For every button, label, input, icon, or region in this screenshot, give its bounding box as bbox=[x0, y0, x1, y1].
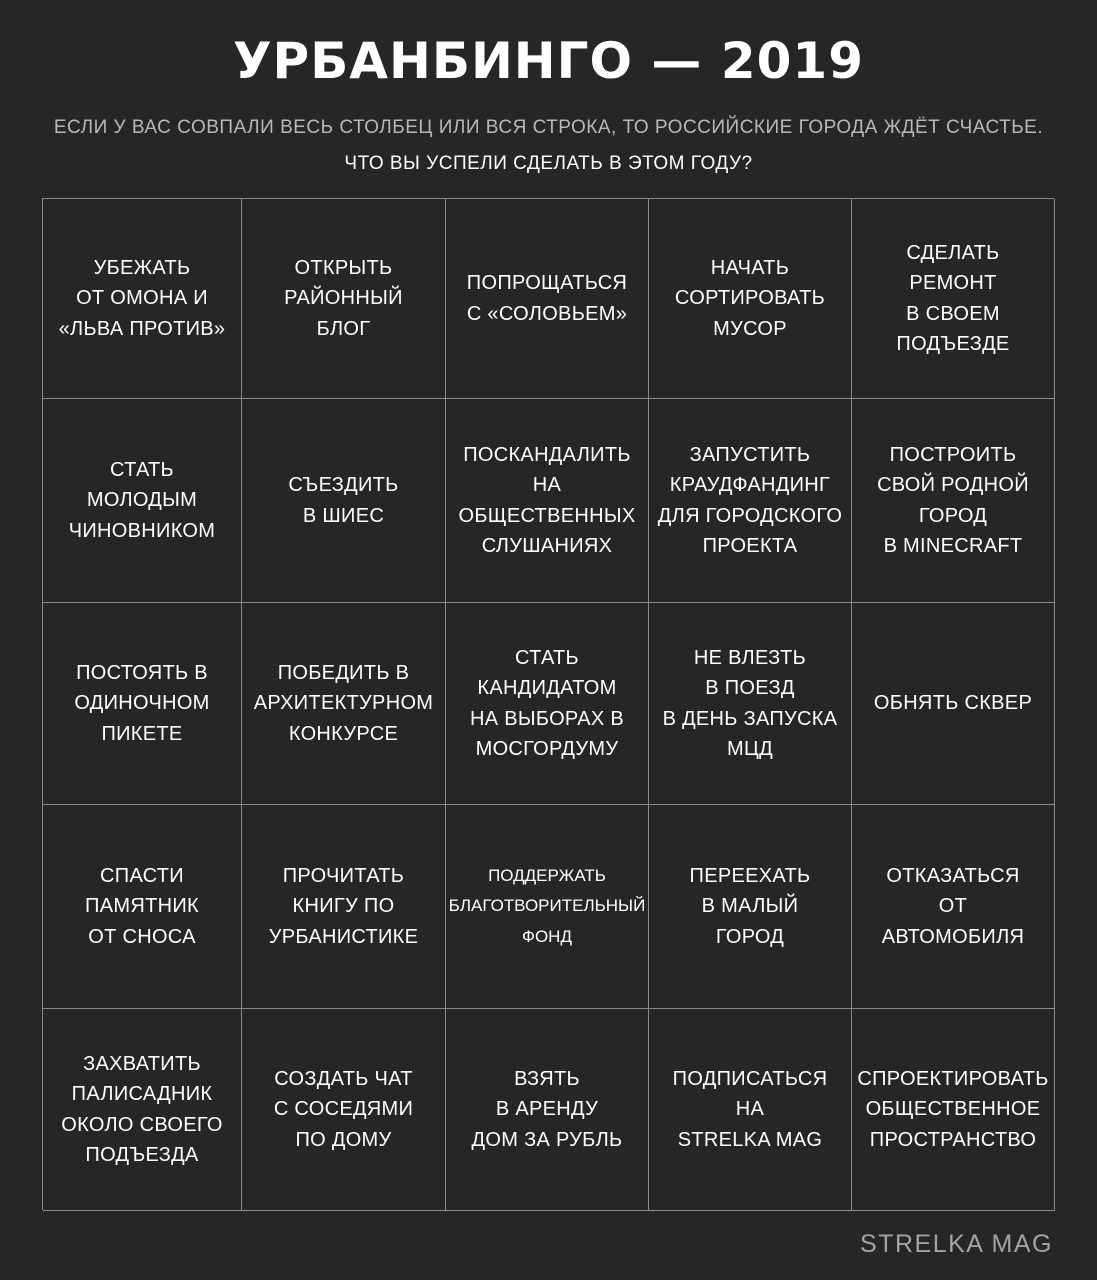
bingo-cell[interactable] bbox=[852, 199, 1055, 399]
bingo-cell-text: УБЕЖАТЬ ОТ ОМОНА И «ЛЬВА ПРОТИВ» bbox=[58, 256, 226, 340]
bingo-cell[interactable] bbox=[446, 199, 649, 399]
bingo-grid bbox=[42, 198, 1054, 1210]
bingo-cell-text: ПОДПИСАТЬСЯ НА STRELKA MAG bbox=[672, 1067, 828, 1151]
bingo-cell-text: ПЕРЕЕХАТЬ В МАЛЫЙ ГОРОД bbox=[689, 864, 811, 948]
bingo-cell[interactable] bbox=[242, 1009, 446, 1211]
bingo-cell[interactable] bbox=[852, 603, 1055, 805]
bingo-cell[interactable] bbox=[242, 399, 446, 603]
bingo-cell-text: ОБНЯТЬ СКВЕР bbox=[873, 692, 1033, 715]
bingo-cell-text: НАЧАТЬ СОРТИРОВАТЬ МУСОР bbox=[674, 256, 826, 340]
bingo-cell[interactable] bbox=[446, 399, 649, 603]
bingo-cell[interactable] bbox=[446, 603, 649, 805]
bingo-cell[interactable] bbox=[43, 805, 242, 1009]
subtitle-rules: ЕСЛИ У ВАС СОВПАЛИ ВЕСЬ СТОЛБЕЦ ИЛИ ВСЯ СТРОКА, ТО РОССИЙСКИЕ ГОРОДА ЖДЁТ СЧАСТЬЕ. bbox=[53, 117, 1044, 138]
bingo-cell-text: СОЗДАТЬ ЧАТ С СОСЕДЯМИ ПО ДОМУ bbox=[273, 1067, 414, 1151]
bingo-cell[interactable] bbox=[242, 603, 446, 805]
bingo-cell-text: ПОСТОЯТЬ В ОДИНОЧНОМ ПИКЕТЕ bbox=[74, 661, 210, 745]
bingo-cell[interactable] bbox=[852, 1009, 1055, 1211]
bingo-cell[interactable] bbox=[649, 603, 852, 805]
bingo-cell-text: ПОПРОЩАТЬСЯ С «СОЛОВЬЕМ» bbox=[466, 272, 628, 325]
bingo-cell-text: ЗАХВАТИТЬ ПАЛИСАДНИК ОКОЛО СВОЕГО ПОДЪЕЗДА bbox=[61, 1052, 223, 1166]
bingo-cell-text: ОТКАЗАТЬСЯ ОТ АВТОМОБИЛЯ bbox=[881, 864, 1025, 948]
bingo-cell[interactable] bbox=[649, 805, 852, 1009]
bingo-cell[interactable] bbox=[649, 399, 852, 603]
bingo-cell-text: ПОСТРОИТЬ СВОЙ РОДНОЙ ГОРОД В MINECRAFT bbox=[877, 443, 1029, 557]
bingo-cell-text: ОТКРЫТЬ РАЙОННЫЙ БЛОГ bbox=[284, 256, 403, 340]
bingo-cell-text: СТАТЬ КАНДИДАТОМ НА ВЫБОРАХ В МОСГОРДУМУ bbox=[469, 646, 625, 760]
bingo-cell[interactable] bbox=[43, 199, 242, 399]
bingo-cell-text: СПРОЕКТИРОВАТЬ ОБЩЕСТВЕННОЕ ПРОСТРАНСТВО bbox=[857, 1067, 1049, 1151]
bingo-cell-text: СТАТЬ МОЛОДЫМ ЧИНОВНИКОМ bbox=[68, 458, 216, 542]
bingo-cell-text: ПОСКАНДАЛИТЬ НА ОБЩЕСТВЕННЫХ СЛУШАНИЯХ bbox=[458, 443, 636, 557]
bingo-cell-text: НЕ ВЛЕЗТЬ В ПОЕЗД В ДЕНЬ ЗАПУСКА МЦД bbox=[662, 646, 838, 760]
bingo-cell-text: СПАСТИ ПАМЯТНИК ОТ СНОСА bbox=[85, 864, 199, 948]
brand-logo: STRELKA MAG bbox=[860, 1230, 1053, 1258]
bingo-cell[interactable] bbox=[43, 399, 242, 603]
bingo-cell[interactable] bbox=[43, 603, 242, 805]
bingo-cell[interactable] bbox=[649, 1009, 852, 1211]
bingo-cell[interactable] bbox=[446, 805, 649, 1009]
bingo-cell-text: ПОБЕДИТЬ В АРХИТЕКТУРНОМ КОНКУРСЕ bbox=[253, 661, 434, 745]
bingo-cell[interactable] bbox=[43, 1009, 242, 1211]
bingo-cell[interactable] bbox=[649, 199, 852, 399]
bingo-cell[interactable] bbox=[446, 1009, 649, 1211]
bingo-cell-text: СДЕЛАТЬ РЕМОНТ В СВОЕМ ПОДЪЕЗДЕ bbox=[896, 241, 1010, 355]
bingo-cell-text: ЗАПУСТИТЬ КРАУДФАНДИНГ ДЛЯ ГОРОДСКОГО ПРОЕКТА bbox=[657, 443, 843, 557]
bingo-cell-text: ПОДДЕРЖАТЬ БЛАГОТВОРИТЕЛЬНЫЙ ФОНД bbox=[448, 865, 646, 946]
bingo-cell-text: ВЗЯТЬ В АРЕНДУ ДОМ ЗА РУБЛЬ bbox=[471, 1067, 623, 1151]
bingo-cell-text: ПРОЧИТАТЬ КНИГУ ПО УРБАНИСТИКЕ bbox=[268, 864, 419, 948]
bingo-cell[interactable] bbox=[242, 805, 446, 1009]
bingo-cell[interactable] bbox=[852, 805, 1055, 1009]
page-title: УРБАНБИНГО — 2019 bbox=[233, 32, 864, 90]
bingo-cell-text: СЪЕЗДИТЬ В ШИЕС bbox=[288, 474, 399, 527]
bingo-cell[interactable] bbox=[242, 199, 446, 399]
bingo-cell[interactable] bbox=[852, 399, 1055, 603]
subtitle-question: ЧТО ВЫ УСПЕЛИ СДЕЛАТЬ В ЭТОМ ГОДУ? bbox=[344, 153, 753, 174]
